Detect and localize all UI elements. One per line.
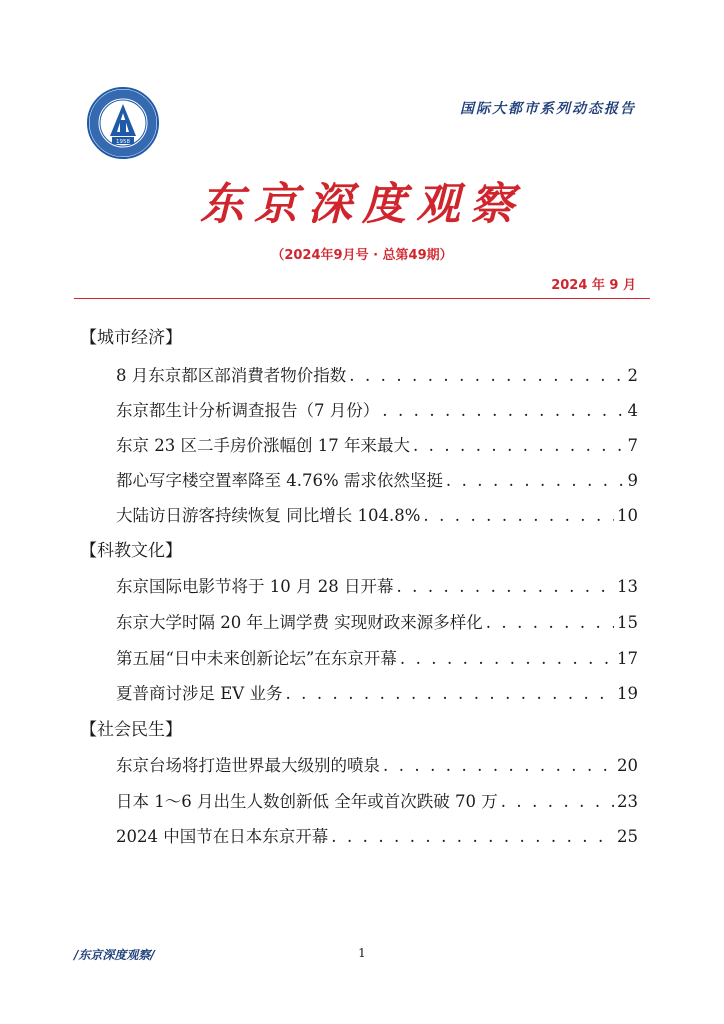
toc-entry-page: 20: [617, 756, 638, 775]
header-divider: [74, 298, 650, 299]
toc-entry-title: 2024 中国节在日本东京开幕: [116, 827, 329, 846]
toc-entry-page: 13: [617, 577, 638, 596]
institution-logo: [86, 86, 160, 160]
toc-entry-title: 东京国际电影节将于 10 月 28 日开幕: [116, 577, 394, 596]
toc-entry-title: 东京都生计分析调查报告（7 月份）: [116, 401, 380, 420]
toc-section-science-education-culture: 【科教文化】: [80, 541, 182, 561]
toc-entry[interactable]: [116, 754, 638, 778]
publication-title: 东京深度观察: [200, 179, 524, 230]
toc-leader-dots: [413, 434, 625, 458]
toc-entry[interactable]: [116, 504, 638, 528]
toc-entry[interactable]: [116, 790, 638, 814]
toc-entry-title: 日本 1～6 月出生人数创新低 全年或首次跌破 70 万: [116, 792, 498, 811]
toc-leader-dots: [400, 647, 614, 671]
toc-entry-page: 9: [627, 471, 638, 490]
svg-text:1958: 1958: [116, 139, 130, 145]
toc-entry-title: 8 月东京都区部消費者物价指数: [116, 366, 347, 385]
toc-entry-page: 2: [627, 366, 638, 385]
toc-entry-page: 7: [627, 436, 638, 455]
toc-entry-page: 23: [617, 792, 638, 811]
toc-leader-dots: [382, 399, 624, 423]
toc-leader-dots: [446, 469, 625, 493]
toc-entry[interactable]: [116, 575, 638, 599]
toc-leader-dots: [349, 364, 624, 388]
toc-entry-page: 17: [617, 649, 638, 668]
publication-date: 2024 年 9 月: [551, 278, 636, 293]
toc-entry-title: 东京大学时隔 20 年上调学费 实现财政来源多样化: [116, 613, 483, 632]
toc-leader-dots: [285, 682, 614, 706]
toc-entry-title: 第五届“日中未来创新论坛”在东京开幕: [116, 649, 397, 668]
toc-leader-dots: [383, 754, 614, 778]
toc-entry[interactable]: [116, 364, 638, 388]
toc-entry[interactable]: [116, 682, 638, 706]
toc-entry-page: 25: [617, 827, 638, 846]
toc-entry-page: 10: [617, 506, 638, 525]
toc-leader-dots: [501, 790, 614, 814]
toc-leader-dots: [486, 611, 614, 635]
toc-leader-dots: [396, 575, 614, 599]
toc-entry[interactable]: [116, 825, 638, 849]
footer-publication-label: /东京深度观察/: [74, 948, 155, 962]
toc-entry[interactable]: [116, 611, 638, 635]
toc-entry[interactable]: [116, 469, 638, 493]
toc-leader-dots: [331, 825, 614, 849]
toc-entry[interactable]: [116, 434, 638, 458]
toc-section-society-livelihood: 【社会民生】: [80, 720, 182, 740]
toc-entry-title: 夏普商讨涉足 EV 业务: [116, 684, 283, 703]
toc-entry-title: 东京 23 区二手房价涨幅创 17 年来最大: [116, 436, 410, 455]
toc-entry-page: 15: [617, 613, 638, 632]
toc-entry-page: 4: [627, 401, 638, 420]
page-number: 1: [358, 946, 366, 960]
toc-entry-page: 19: [617, 684, 638, 703]
issue-number: （2024年9月号 · 总第49期）: [271, 248, 453, 263]
toc-entry-title: 东京台场将打造世界最大级别的喷泉: [116, 756, 380, 775]
toc-section-urban-economy: 【城市经济】: [80, 328, 182, 348]
toc-leader-dots: [423, 504, 614, 528]
toc-entry[interactable]: [116, 399, 638, 423]
toc-entry-title: 大陆访日游客持续恢复 同比增长 104.8%: [116, 506, 421, 525]
toc-entry-title: 都心写字楼空置率降至 4.76% 需求依然坚挺: [116, 471, 443, 490]
toc-entry[interactable]: [116, 647, 638, 671]
report-series-title: 国际大都市系列动态报告: [460, 101, 636, 117]
institution-seal-icon: [86, 86, 160, 160]
